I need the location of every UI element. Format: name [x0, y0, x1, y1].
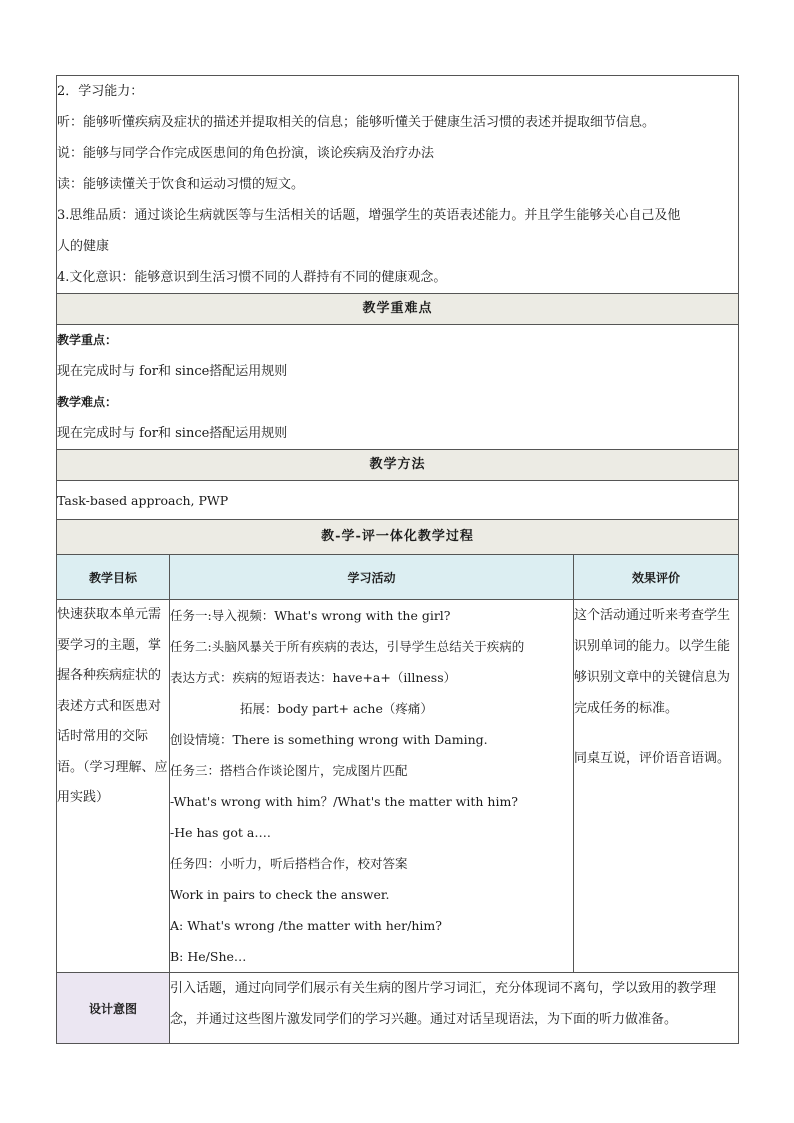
- evaluation-cell: [574, 600, 739, 973]
- intro-line: 4.文化意识：能够意识到生活习惯不同的人群持有不同的健康观念。: [57, 270, 447, 285]
- evaluation-text: 这个活动通过听来考查学生识别单词的能力。以学生能够识别文章中的关键信息为完成任务的标准。: [574, 608, 731, 716]
- activity-line: 任务四：小听力，听后搭档合作，校对答案: [170, 856, 408, 871]
- lesson-plan-table: [56, 75, 739, 1044]
- key-points-cell: [57, 325, 739, 450]
- key-points-row: [57, 325, 739, 450]
- design-intent-label: 设计意图: [57, 973, 170, 1044]
- objectives-cell: [57, 76, 739, 294]
- lesson-plan-page: [56, 75, 738, 1044]
- focus-label: 教学重点：: [57, 333, 118, 347]
- activity-line: Work in pairs to check the answer.: [170, 887, 390, 902]
- intro-line: 说：能够与同学合作完成医患间的角色扮演，谈论疾病及治疗办法: [57, 146, 435, 161]
- process-content-row: [57, 600, 739, 973]
- intro-line: 读：能够读懂关于饮食和运动习惯的短文。: [57, 177, 305, 192]
- activities-cell: [170, 600, 574, 973]
- process-header-row: [57, 520, 739, 555]
- process-title: 教-学-评一体化教学过程: [57, 520, 739, 555]
- focus-text: 现在完成时与 for和 since搭配运用规则: [57, 364, 288, 379]
- method-header-row: [57, 450, 739, 481]
- activity-line: B: He/She…: [170, 949, 247, 964]
- activity-line: 任务三：搭档合作谈论图片，完成图片匹配: [170, 763, 408, 778]
- teaching-goal: 快速获取本单元需要学习的主题，掌握各种疾病症状的表述方式和医患对话时常用的交际语。（学习理解、应用实践）: [57, 600, 170, 973]
- design-row: [57, 973, 739, 1044]
- activity-line: -What's wrong with him？/What's the matter with him?: [170, 794, 519, 809]
- key-points-header-row: [57, 294, 739, 325]
- column-header-row: [57, 555, 739, 600]
- method-text: Task-based approach, PWP: [57, 481, 739, 520]
- column-header-activity: 学习活动: [170, 555, 574, 600]
- activity-line: A: What's wrong /the matter with her/him?: [170, 918, 442, 933]
- key-points-title: 教学重难点: [57, 294, 739, 325]
- intro-line: 2．学习能力：: [57, 84, 144, 99]
- difficulty-text: 现在完成时与 for和 since搭配运用规则: [57, 426, 288, 441]
- evaluation-text-2: 同桌互说，评价语音语调。: [574, 751, 731, 766]
- intro-line: 听：能够听懂疾病及症状的描述并提取相关的信息；能够听懂关于健康生活习惯的表述并提取细节信息。: [57, 115, 656, 130]
- intro-line: 3.思维品质：通过谈论生病就医等与生活相关的话题，增强学生的英语表述能力。并且学生能够关心自己及他: [57, 208, 681, 223]
- activity-line: 拓展：body part+ ache（疼痛）: [240, 701, 433, 716]
- method-row: [57, 481, 739, 520]
- column-header-evaluation: 效果评价: [574, 555, 739, 600]
- intro-row: [57, 76, 739, 294]
- intro-line: 人的健康: [57, 239, 110, 254]
- activity-line: 任务一:导入视频：What's wrong with the girl?: [170, 608, 451, 623]
- activity-line: 表达方式：疾病的短语表达：have+a+（illness）: [170, 670, 457, 685]
- difficulty-label: 教学难点：: [57, 395, 118, 409]
- activity-line: -He has got a….: [170, 825, 271, 840]
- column-header-goal: 教学目标: [57, 555, 170, 600]
- activity-line: 任务二:头脑风暴关于所有疾病的表达，引导学生总结关于疾病的: [170, 639, 525, 654]
- method-title: 教学方法: [57, 450, 739, 481]
- activity-line: 创设情境：There is something wrong with Daming.: [170, 732, 488, 747]
- design-intent-text: 引入话题，通过向同学们展示有关生病的图片学习词汇，充分体现词不离句，学以致用的教学理念，并通过这些图片激发同学们的学习兴趣。通过对话呈现语法，为下面的听力做准备。: [170, 973, 739, 1044]
